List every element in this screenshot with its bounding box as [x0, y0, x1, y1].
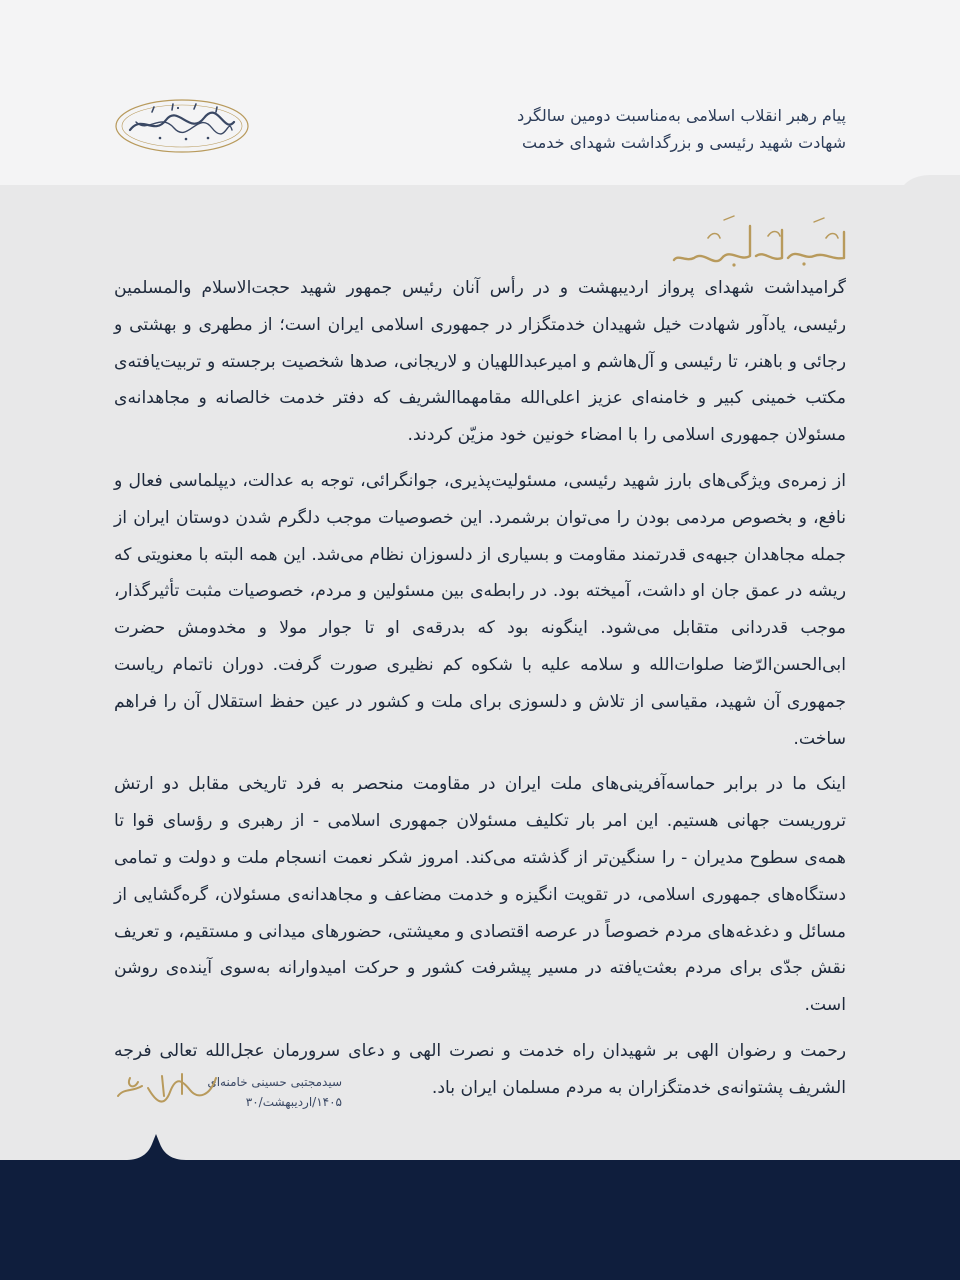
header-title-line1: پیام رهبر انقلاب اسلامی به‌مناسبت دومین سالگرد	[517, 106, 846, 125]
paragraph-1: گرامیداشت شهدای پرواز اردیبهشت و در رأس آنان رئیس جمهور شهید حجت‌الاسلام والمسلمین رئیسی، یادآور شهادت خیل شهیدان خدمتگزار در جمهوری اسلامی ایران است؛ از مطهری و بهشتی و رجائی و باهنر، تا رئیسی و آل‌هاشم و امیرعبداللهیان و لاریجانی، صدها شخصیت برجسته و تربیت‌یافته‌ی مکتب خمینی کبیر و خامنه‌ای عزیز اعلی‌الله مقامهماالشریف که دفتر خدمت خالصانه و مجاهدانه‌ی مسئولان جمهوری اسلامی را با امضاء خونین خود مزیّن کردند.	[114, 278, 846, 446]
signature-name: سیدمجتبی حسینی خامنه‌ای	[207, 1075, 342, 1089]
header-title-line2: شهادت شهید رئیسی و بزرگداشت شهدای خدمت	[521, 133, 846, 152]
footer-notch-decoration	[0, 1130, 960, 1162]
paragraph-4: رحمت و رضوان الهی بر شهیدان راه خدمت و نصرت الهی و دعای سرورمان عجل‌الله تعالی فرجه الشریف پشتوانه‌ی خدمتگزاران به مردم مسلمان ایران باد.	[114, 1040, 846, 1098]
signature-date: ۱۴۰۵/اردیبهشت/۳۰	[245, 1095, 342, 1109]
handwritten-signature-icon	[112, 1066, 222, 1106]
header-title	[517, 102, 846, 156]
signature-block	[207, 1072, 342, 1112]
paragraph-2: از زمره‌ی ویژگی‌های بارز شهید رئیسی، مسئولیت‌پذیری، جوانگرائی، توجه به عدالت، دیپلماسی فعال و نافع، و بخصوص مردمی بودن را می‌توان برشمرد. این خصوصیات موجب دلگرم شدن دوستان ایران از جمله مجاهدان جبهه‌ی قدرتمند مقاومت و بسیاری از دلسوزان نظام می‌شد. این همه البته با معنویتی که ریشه در عمق جان او داشت، آمیخته بود. در رابطه‌ی بین مسئولین و مردم، خصوصیات مثبت تأثیرگذار، موجب قدردانی متقابل می‌شود. اینگونه بود که بدرقه‌ی او تا جوار مولا و مخدومش حضرت ابی‌الحسن‌الرّضا صلوات‌الله و سلامه علیه با شکوه کم نظیری صورت گرفت. دوران ناتمام ریاست جمهوری آن شهید، مقیاسی از تلاش و دلسوزی برای ملت و کشور در عین حفظ استقلال آن را فراهم ساخت.	[114, 470, 846, 749]
letter-body	[114, 270, 846, 1116]
footer-band	[0, 1160, 960, 1280]
basmala-calligraphy-icon	[664, 208, 854, 268]
paragraph-3: اینک ما در برابر حماسه‌آفرینی‌های ملت ایران در مقاومت منحصر به فرد تاریخی مقابل دو ارتش تروریست جهانی هستیم. این امر بار تکلیف مسئولان جمهوری اسلامی - از رهبری و رؤسای قوا تا همه‌ی سطوح مدیران - را سنگین‌تر از گذشته می‌کند. امروز شکر نعمت انسجام ملت و دولت و تمامی دستگاه‌های جمهوری اسلامی، در تقویت انگیزه و خدمت مضاعف و مجاهدانه‌ی مسئولان، گره‌گشایی از مسائل و دغدغه‌های مردم خصوصاً در عرصه اقتصادی و معیشتی، حضورهای میدانی و مستقیم، و تعریف نقش جدّی برای مردم بعثت‌یافته در مسیر پیشرفت کشور و حرکت امیدوارانه به‌سوی آینده‌ی روشن است.	[114, 774, 846, 1016]
header	[0, 0, 960, 185]
calligraphy-seal-icon	[112, 96, 252, 156]
